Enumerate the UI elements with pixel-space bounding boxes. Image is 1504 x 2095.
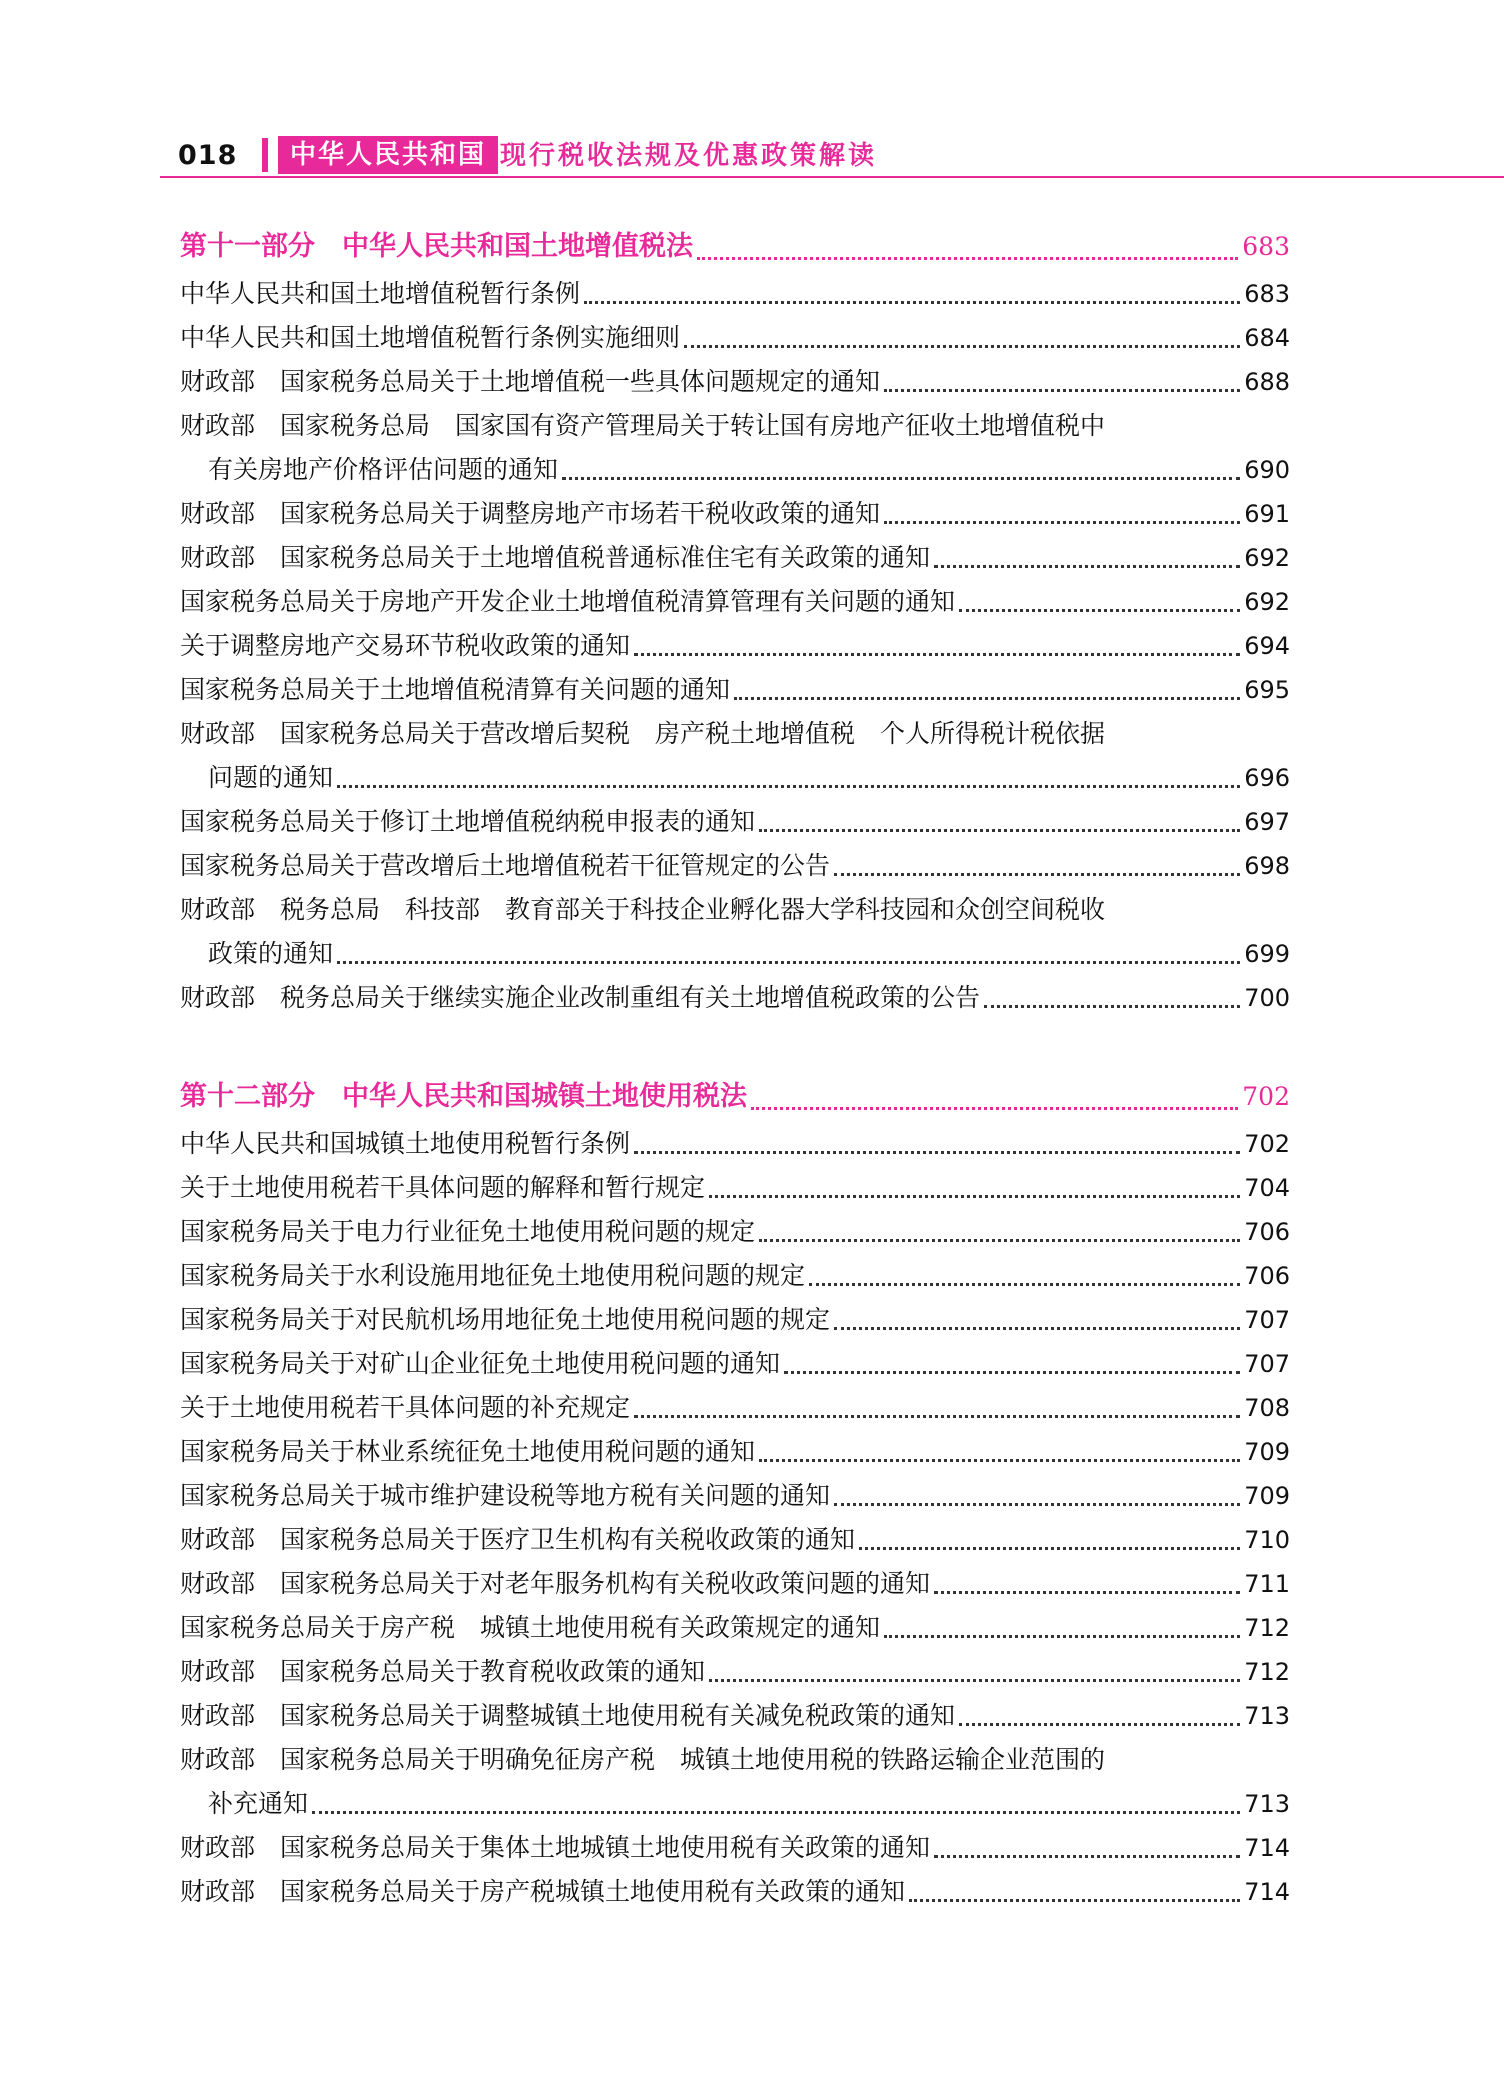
toc-entry-title: 关于土地使用税若干具体问题的补充规定 xyxy=(180,1393,631,1422)
toc-entry[interactable] xyxy=(180,888,1290,932)
toc-entry-title: 中华人民共和国土地增值税暂行条例实施细则 xyxy=(180,323,681,352)
leader-dots xyxy=(859,1541,1240,1550)
page-number: 018 xyxy=(178,140,238,171)
toc-entry-page: 692 xyxy=(1244,544,1290,572)
toc-entry-title: 国家税务局关于水利设施用地征免土地使用税问题的规定 xyxy=(180,1261,806,1290)
leader-dots xyxy=(934,559,1240,568)
leader-dots xyxy=(759,823,1240,832)
leader-dots xyxy=(884,515,1240,524)
leader-dots xyxy=(909,1893,1240,1902)
toc-entry[interactable] xyxy=(180,1166,1290,1210)
leader-dots xyxy=(959,603,1240,612)
toc-entry-page: 713 xyxy=(1244,1790,1290,1818)
leader-dots xyxy=(584,295,1240,304)
toc-entry[interactable] xyxy=(180,1518,1290,1562)
toc-entry-title: 财政部 国家税务总局关于土地增值税一些具体问题规定的通知 xyxy=(180,367,881,396)
toc-entry-title: 政策的通知 xyxy=(208,939,334,968)
toc-entry-title: 关于土地使用税若干具体问题的解释和暂行规定 xyxy=(180,1173,706,1202)
toc-entry[interactable] xyxy=(180,1386,1290,1430)
toc-entry-page: 697 xyxy=(1244,808,1290,836)
toc-entry-page: 704 xyxy=(1244,1174,1290,1202)
toc-entry-title: 国家税务总局关于土地增值税清算有关问题的通知 xyxy=(180,675,731,704)
toc-entry-page: 684 xyxy=(1244,324,1290,352)
toc-entry-page: 706 xyxy=(1244,1262,1290,1290)
leader-dots xyxy=(312,1805,1240,1814)
toc-entry-page: 700 xyxy=(1244,984,1290,1012)
header-rule xyxy=(160,176,1504,178)
toc-entry-page: 683 xyxy=(1244,280,1290,308)
toc-entry-page: 707 xyxy=(1244,1350,1290,1378)
toc-entry-page: 691 xyxy=(1244,500,1290,528)
toc-entry-page: 714 xyxy=(1244,1878,1290,1906)
toc-entry-page: 707 xyxy=(1244,1306,1290,1334)
leader-dots xyxy=(709,1189,1240,1198)
toc-entry-title: 财政部 国家税务总局关于教育税收政策的通知 xyxy=(180,1657,706,1686)
toc-entry-title: 国家税务局关于对民航机场用地征免土地使用税问题的规定 xyxy=(180,1305,831,1334)
toc-entry-title: 财政部 税务总局 科技部 教育部关于科技企业孵化器大学科技园和众创空间税收 xyxy=(180,895,1106,924)
toc-entry-title: 国家税务总局关于营改增后土地增值税若干征管规定的公告 xyxy=(180,851,831,880)
toc-entry[interactable] xyxy=(180,404,1290,448)
toc-entry-page: 699 xyxy=(1244,940,1290,968)
toc-entry-title: 财政部 国家税务总局关于土地增值税普通标准住宅有关政策的通知 xyxy=(180,543,931,572)
leader-dots xyxy=(934,1849,1240,1858)
toc-entry[interactable] xyxy=(180,1254,1290,1298)
toc-entry[interactable] xyxy=(180,1298,1290,1342)
toc-entry-title: 财政部 税务总局关于继续实施企业改制重组有关土地增值税政策的公告 xyxy=(180,983,981,1012)
section-page-number: 702 xyxy=(1242,1082,1290,1111)
toc-entry-title: 国家税务局关于对矿山企业征免土地使用税问题的通知 xyxy=(180,1349,781,1378)
page-header xyxy=(0,132,1504,182)
toc-entry-page: 709 xyxy=(1244,1482,1290,1510)
leader-dots xyxy=(697,251,1238,260)
toc-entry-title: 国家税务局关于电力行业征免土地使用税问题的规定 xyxy=(180,1217,756,1246)
toc-entry[interactable] xyxy=(180,712,1290,756)
toc-entry[interactable] xyxy=(180,448,1290,492)
leader-dots xyxy=(884,383,1240,392)
toc-entry-title: 国家税务总局关于房地产开发企业土地增值税清算管理有关问题的通知 xyxy=(180,587,956,616)
leader-dots xyxy=(634,1145,1240,1154)
section-title: 第十二部分 中华人民共和国城镇土地使用税法 xyxy=(180,1081,747,1112)
toc-entry-title: 国家税务总局关于城市维护建设税等地方税有关问题的通知 xyxy=(180,1481,831,1510)
leader-dots xyxy=(751,1101,1238,1110)
toc-entry-title: 国家税务局关于林业系统征免土地使用税问题的通知 xyxy=(180,1437,756,1466)
section-page-number: 683 xyxy=(1242,232,1290,261)
toc-entry-title: 国家税务总局关于房产税 城镇土地使用税有关政策规定的通知 xyxy=(180,1613,881,1642)
toc-entry[interactable] xyxy=(180,580,1290,624)
leader-dots xyxy=(634,647,1240,656)
toc-entry[interactable] xyxy=(180,1210,1290,1254)
toc-entry[interactable] xyxy=(180,800,1290,844)
toc-entry[interactable] xyxy=(180,360,1290,404)
section-title: 第十一部分 中华人民共和国土地增值税法 xyxy=(180,231,693,262)
toc-entry-page: 711 xyxy=(1244,1570,1290,1598)
toc-entry-page: 692 xyxy=(1244,588,1290,616)
toc-entry[interactable] xyxy=(180,1826,1290,1870)
toc-entry[interactable] xyxy=(180,1650,1290,1694)
toc-entry-page: 709 xyxy=(1244,1438,1290,1466)
toc-entry-page: 694 xyxy=(1244,632,1290,660)
toc-entry[interactable] xyxy=(180,1474,1290,1518)
toc-entry[interactable] xyxy=(180,272,1290,316)
toc-entry-title: 财政部 国家税务总局关于营改增后契税 房产税土地增值税 个人所得税计税依据 xyxy=(180,719,1106,748)
toc-entry-title: 关于调整房地产交易环节税收政策的通知 xyxy=(180,631,631,660)
leader-dots xyxy=(984,999,1240,1008)
section-gap xyxy=(180,1020,1290,1072)
leader-dots xyxy=(759,1453,1240,1462)
toc-entry-title: 财政部 国家税务总局关于房产税城镇土地使用税有关政策的通知 xyxy=(180,1877,906,1906)
book-title-box: 中华人民共和国 xyxy=(278,136,498,174)
leader-dots xyxy=(684,339,1240,348)
toc-entry-page: 698 xyxy=(1244,852,1290,880)
toc-entry[interactable] xyxy=(180,668,1290,712)
leader-dots xyxy=(337,955,1240,964)
table-of-contents xyxy=(180,222,1290,1914)
header-accent-bar xyxy=(262,138,268,172)
book-subtitle: 现行税收法规及优惠政策解读 xyxy=(500,141,878,171)
toc-entry[interactable] xyxy=(180,1562,1290,1606)
leader-dots xyxy=(934,1585,1240,1594)
toc-entry-page: 710 xyxy=(1244,1526,1290,1554)
toc-entry-page: 708 xyxy=(1244,1394,1290,1422)
toc-entry-title: 国家税务总局关于修订土地增值税纳税申报表的通知 xyxy=(180,807,756,836)
toc-entry-page: 695 xyxy=(1244,676,1290,704)
toc-entry[interactable] xyxy=(180,756,1290,800)
toc-entry[interactable] xyxy=(180,844,1290,888)
toc-entry-title: 中华人民共和国土地增值税暂行条例 xyxy=(180,279,581,308)
leader-dots xyxy=(337,779,1240,788)
toc-entry-page: 702 xyxy=(1244,1130,1290,1158)
toc-entry-title: 财政部 国家税务总局关于医疗卫生机构有关税收政策的通知 xyxy=(180,1525,856,1554)
leader-dots xyxy=(834,1497,1240,1506)
toc-entry-page: 696 xyxy=(1244,764,1290,792)
leader-dots xyxy=(709,1673,1240,1682)
leader-dots xyxy=(634,1409,1240,1418)
toc-entry-title: 财政部 国家税务总局关于调整房地产市场若干税收政策的通知 xyxy=(180,499,881,528)
toc-entry[interactable] xyxy=(180,1782,1290,1826)
leader-dots xyxy=(759,1233,1240,1242)
toc-entry-page: 706 xyxy=(1244,1218,1290,1246)
leader-dots xyxy=(784,1365,1240,1374)
toc-entry-page: 712 xyxy=(1244,1614,1290,1642)
toc-entry[interactable] xyxy=(180,976,1290,1020)
toc-entry-page: 690 xyxy=(1244,456,1290,484)
toc-entry-page: 712 xyxy=(1244,1658,1290,1686)
toc-entry-title: 财政部 国家税务总局关于调整城镇土地使用税有关减免税政策的通知 xyxy=(180,1701,956,1730)
leader-dots xyxy=(809,1277,1240,1286)
toc-entry-page: 714 xyxy=(1244,1834,1290,1862)
toc-entry-page: 713 xyxy=(1244,1702,1290,1730)
toc-entry-title: 补充通知 xyxy=(208,1789,309,1818)
toc-entry[interactable] xyxy=(180,1122,1290,1166)
toc-entry[interactable] xyxy=(180,1342,1290,1386)
leader-dots xyxy=(959,1717,1240,1726)
leader-dots xyxy=(562,471,1240,480)
leader-dots xyxy=(834,1321,1240,1330)
toc-entry-title: 财政部 国家税务总局 国家国有资产管理局关于转让国有房地产征收土地增值税中 xyxy=(180,411,1106,440)
toc-entry[interactable] xyxy=(180,1870,1290,1914)
toc-entry-title: 财政部 国家税务总局关于集体土地城镇土地使用税有关政策的通知 xyxy=(180,1833,931,1862)
toc-entry-title: 问题的通知 xyxy=(208,763,334,792)
toc-entry-page: 688 xyxy=(1244,368,1290,396)
leader-dots xyxy=(734,691,1240,700)
toc-entry[interactable] xyxy=(180,316,1290,360)
toc-entry-title: 财政部 国家税务总局关于对老年服务机构有关税收政策问题的通知 xyxy=(180,1569,931,1598)
toc-entry-title: 财政部 国家税务总局关于明确免征房产税 城镇土地使用税的铁路运输企业范围的 xyxy=(180,1745,1106,1774)
toc-entry[interactable] xyxy=(180,1694,1290,1738)
toc-entry-title: 中华人民共和国城镇土地使用税暂行条例 xyxy=(180,1129,631,1158)
toc-entry[interactable] xyxy=(180,1430,1290,1474)
leader-dots xyxy=(884,1629,1240,1638)
section-heading[interactable] xyxy=(180,1072,1290,1122)
toc-entry[interactable] xyxy=(180,1738,1290,1782)
toc-entry[interactable] xyxy=(180,932,1290,976)
toc-entry[interactable] xyxy=(180,492,1290,536)
toc-entry[interactable] xyxy=(180,624,1290,668)
toc-entry[interactable] xyxy=(180,536,1290,580)
toc-entry-title: 有关房地产价格评估问题的通知 xyxy=(208,455,559,484)
section-heading[interactable] xyxy=(180,222,1290,272)
toc-entry[interactable] xyxy=(180,1606,1290,1650)
leader-dots xyxy=(834,867,1240,876)
